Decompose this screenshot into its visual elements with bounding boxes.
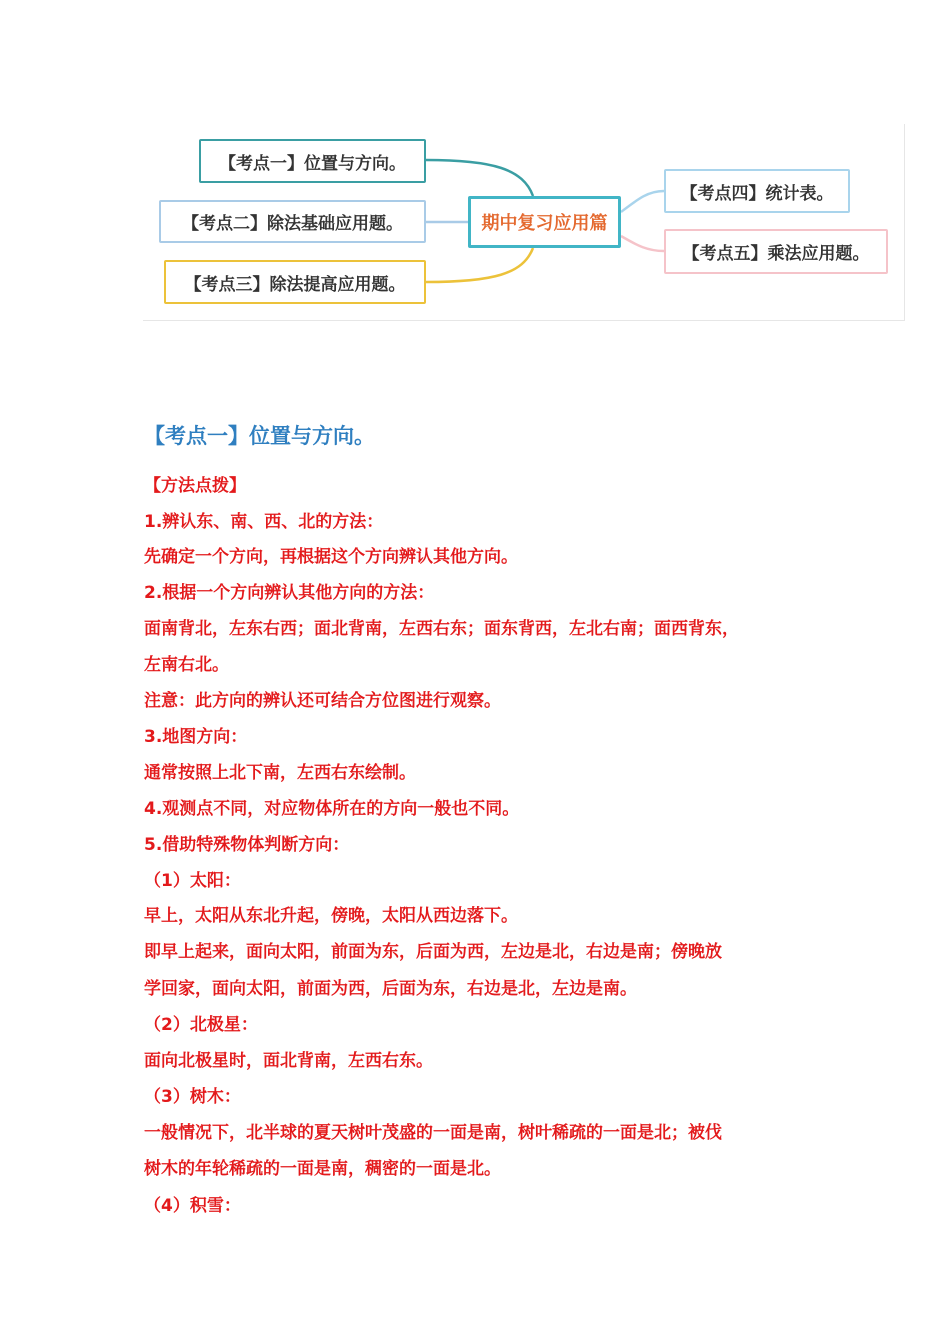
- text-line: 先确定一个方向，再根据这个方向辨认其他方向。: [144, 547, 518, 567]
- mind-map-node-3: 【考点三】除法提高应用题。: [164, 260, 426, 304]
- text-line: 注意：此方向的辨认还可结合方位图进行观察。: [144, 691, 501, 711]
- text-line: 【方法点拨】: [144, 476, 246, 496]
- text-line: 3.地图方向：: [144, 727, 248, 747]
- text-line: 通常按照上北下南，左西右东绘制。: [144, 763, 416, 783]
- text-line: 1.辨认东、南、西、北的方法：: [144, 512, 384, 532]
- mind-map: [143, 124, 905, 321]
- text-line: 左南右北。: [144, 655, 229, 675]
- connector-5: [621, 236, 664, 251]
- text-line: 面南背北，左东右西；面北背南，左西右东；面东背西，左北右南；面西背东，: [144, 619, 739, 639]
- section-title: 【考点一】位置与方向。: [144, 424, 375, 448]
- mind-map-node-1: 【考点一】位置与方向。: [199, 139, 426, 183]
- connector-3: [426, 248, 533, 282]
- connector-1: [426, 160, 533, 196]
- text-line: 2.根据一个方向辨认其他方向的方法：: [144, 583, 435, 603]
- text-line: 早上，太阳从东北升起，傍晚，太阳从西边落下。: [144, 906, 518, 926]
- mind-map-node-5: 【考点五】乘法应用题。: [664, 229, 888, 274]
- text-line: （2）北极星：: [144, 1015, 258, 1035]
- mind-map-center: 期中复习应用篇: [468, 196, 621, 248]
- mind-map-node-4: 【考点四】统计表。: [664, 169, 850, 213]
- text-line: 树木的年轮稀疏的一面是南，稠密的一面是北。: [144, 1159, 501, 1179]
- text-line: 4.观测点不同，对应物体所在的方向一般也不同。: [144, 799, 520, 819]
- text-line: 学回家，面向太阳，前面为西，后面为东，右边是北，左边是南。: [144, 979, 637, 999]
- text-line: 即早上起来，面向太阳，前面为东，后面为西，左边是北，右边是南；傍晚放: [144, 942, 722, 962]
- text-line: （3）树木：: [144, 1087, 241, 1107]
- text-line: 一般情况下，北半球的夏天树叶茂盛的一面是南，树叶稀疏的一面是北；被伐: [144, 1123, 722, 1143]
- text-line: （1）太阳：: [144, 871, 241, 891]
- mind-map-node-2: 【考点二】除法基础应用题。: [159, 200, 426, 243]
- text-line: 5.借助特殊物体判断方向：: [144, 835, 350, 855]
- text-line: （4）积雪：: [144, 1196, 241, 1216]
- text-line: 面向北极星时，面北背南，左西右东。: [144, 1051, 433, 1071]
- connector-4: [621, 191, 664, 212]
